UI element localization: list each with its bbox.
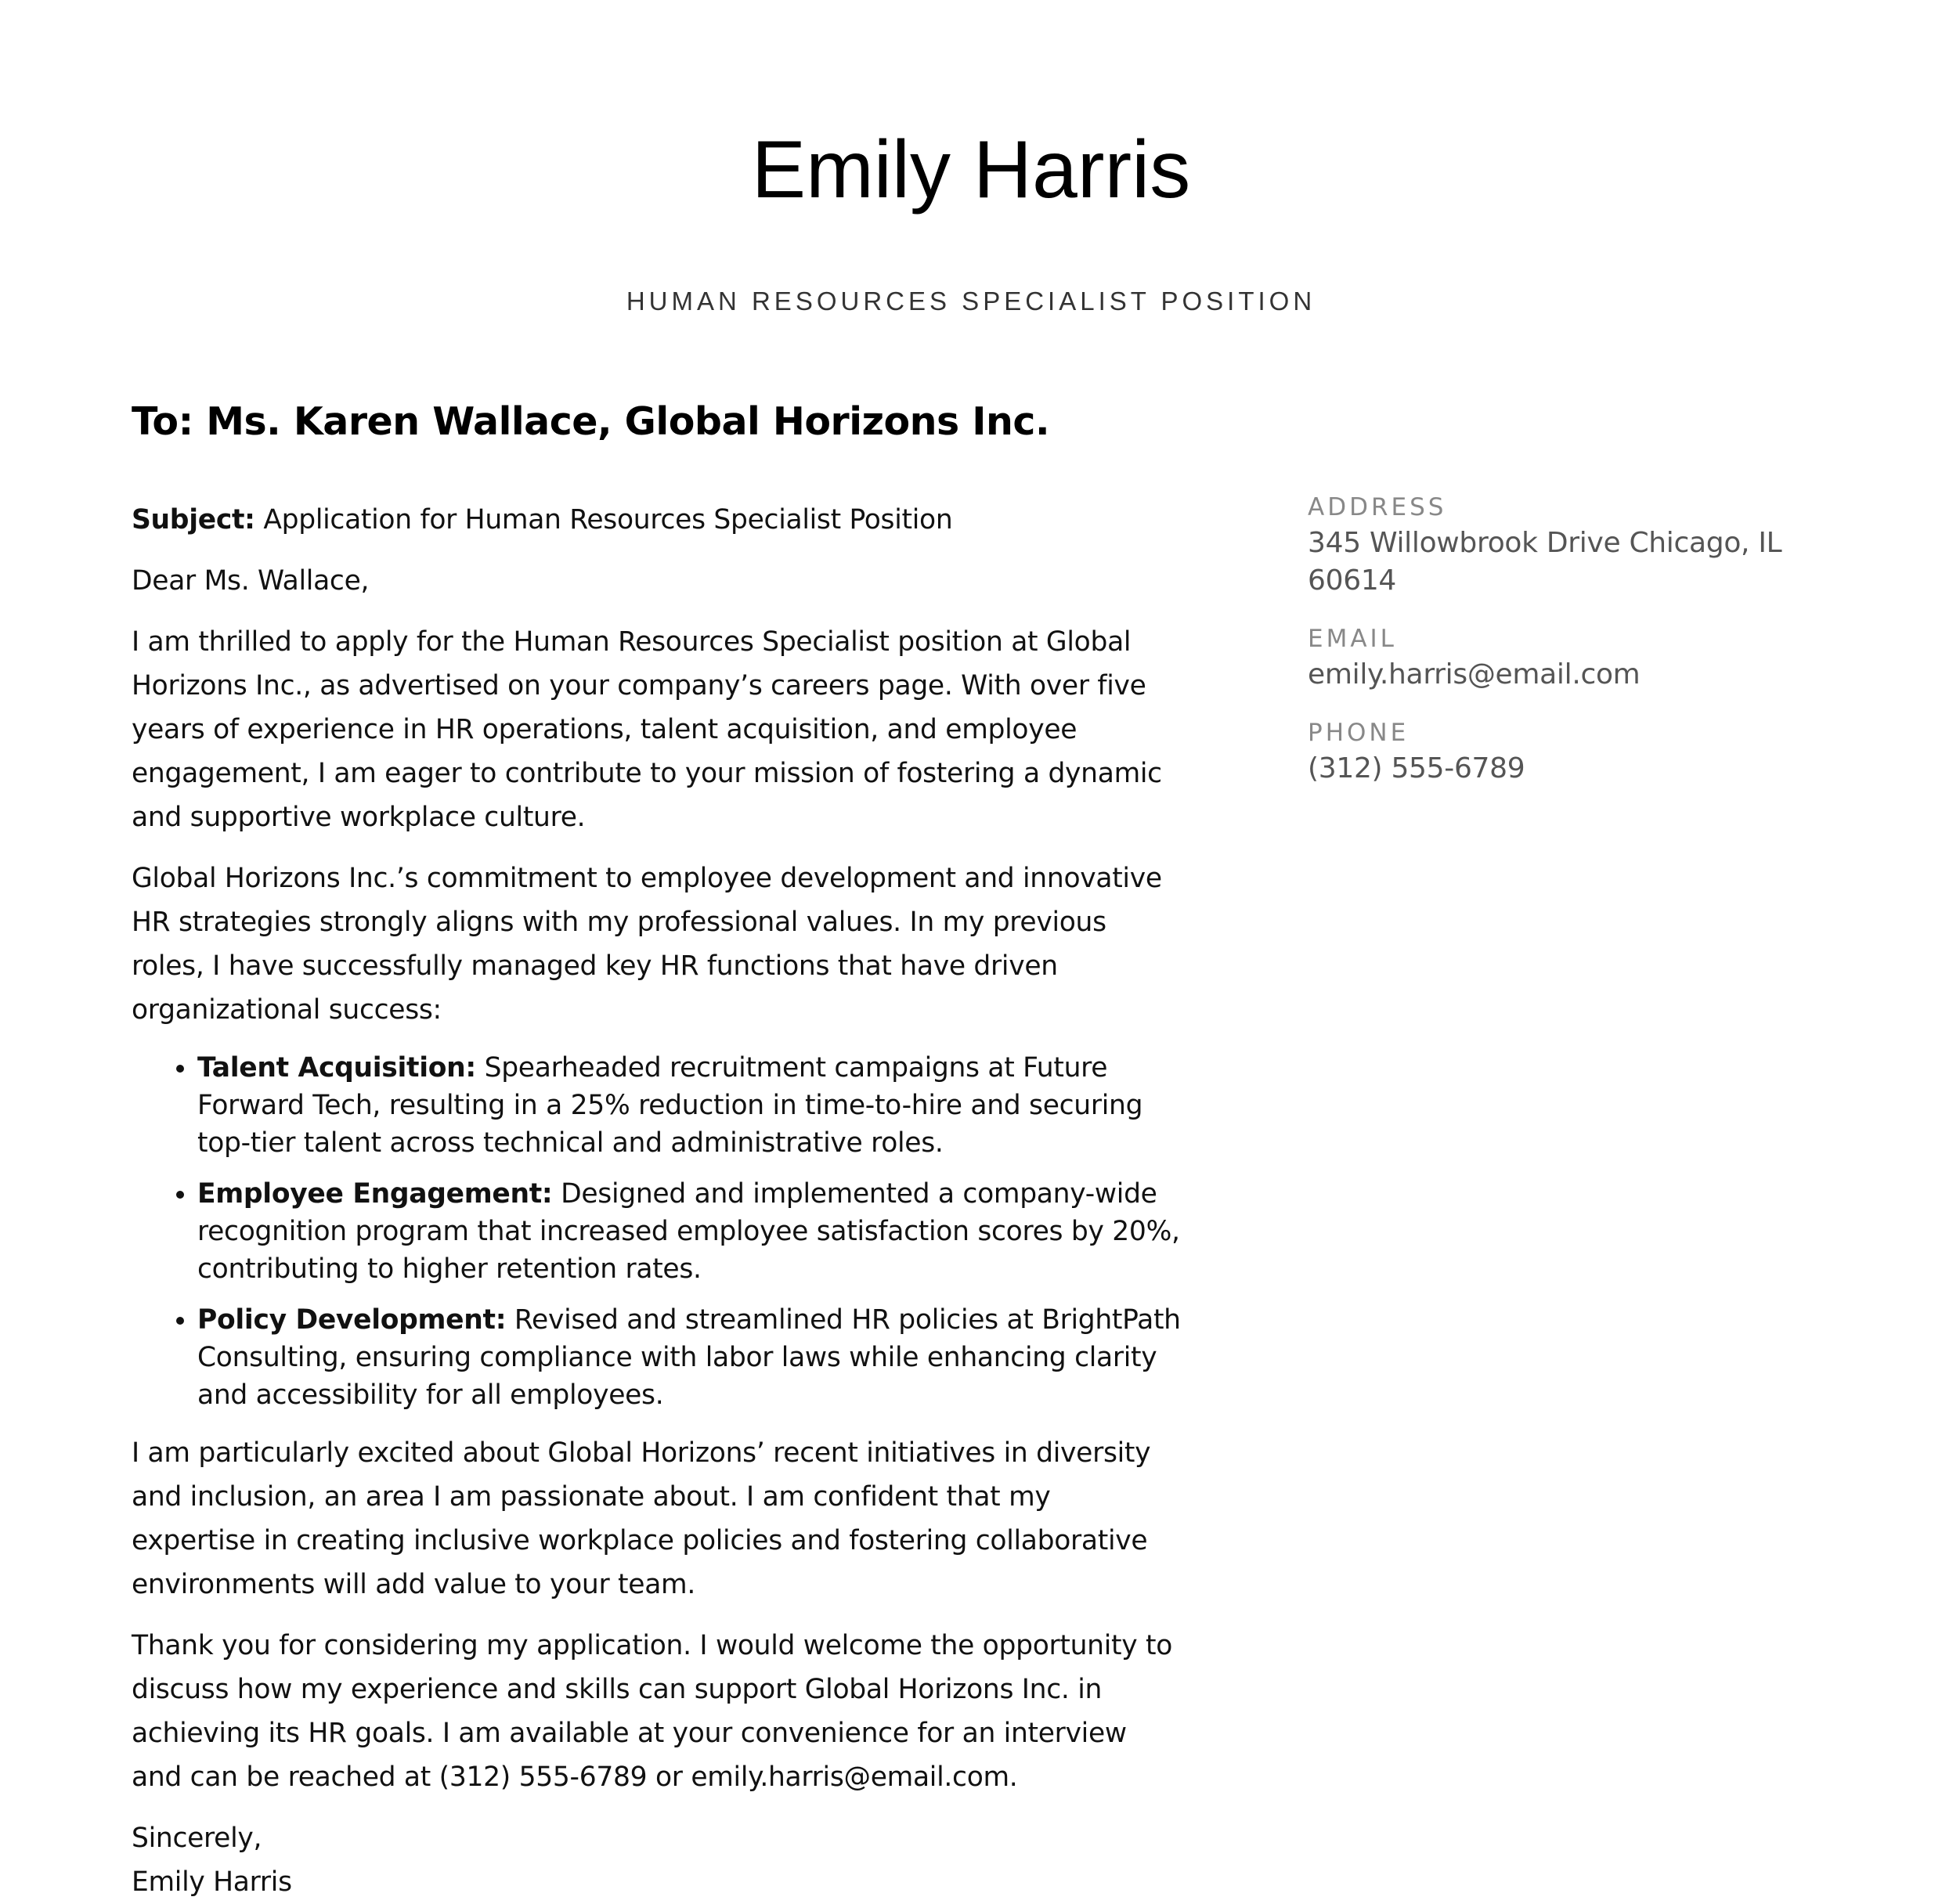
achievement-text: Designed and implemented a company-wide recognition program that increased employee satisfaction scores by 20%, contributing to higher retention rates. xyxy=(197,1178,1180,1285)
closing: Sincerely, xyxy=(132,1823,262,1854)
list-item xyxy=(197,1049,1181,1162)
signature: Emily Harris xyxy=(132,1866,292,1898)
achievement-label: Policy Development: xyxy=(197,1304,507,1336)
achievements-list xyxy=(132,1049,1181,1414)
list-item xyxy=(197,1301,1181,1414)
position-title: HUMAN RESOURCES SPECIALIST POSITION xyxy=(626,287,1316,316)
achievement-label: Talent Acquisition: xyxy=(197,1052,476,1084)
paragraph-closing: Thank you for considering my application. I would welcome the opportunity to discuss how my experience and skills can support Global Horizons Inc. in achieving its HR goals. I am available at your convenience for an interview and can be reached at (312) 555-6789 or emily.harris@email.com. xyxy=(132,1630,1173,1793)
recipient-line: To: Ms. Karen Wallace, Global Horizons Inc. xyxy=(132,399,1050,444)
greeting: Dear Ms. Wallace, xyxy=(132,565,370,597)
paragraph-alignment: Global Horizons Inc.’s commitment to employee development and innovative HR strategies strongly aligns with my professional values. In my previous roles, I have successfully managed key HR functions that have driven organizational success: xyxy=(132,863,1162,1026)
applicant-name: Emily Harris xyxy=(751,124,1191,215)
paragraph-diversity: I am particularly excited about Global Horizons’ recent initiatives in diversity and inclusion, an area I am passionate about. I am confident that my expertise in creating inclusive workplace policies and fostering collaborative environments will add value to your team. xyxy=(132,1437,1151,1600)
letter-body xyxy=(132,498,1181,1904)
email-value: emily.harris@email.com xyxy=(1308,658,1641,691)
achievement-text: Spearheaded recruitment campaigns at Future Forward Tech, resulting in a 25% reduction in time-to-hire and securing top-tier talent across technical and administrative roles. xyxy=(197,1052,1143,1159)
contact-sidebar xyxy=(1308,490,1809,810)
email-label: EMAIL xyxy=(1308,625,1397,653)
subject-text: Application for Human Resources Specialist Position xyxy=(254,504,953,536)
subject-line xyxy=(132,498,1181,542)
list-item xyxy=(197,1175,1181,1288)
paragraph-intro: I am thrilled to apply for the Human Resources Specialist position at Global Horizons Inc., as advertised on your company’s careers page. With over five years of experience in HR operations, talent acquisition, and employee engagement, I am eager to contribute to your mission of fostering a dynamic and supportive workplace culture. xyxy=(132,626,1162,833)
subject-label: Subject: xyxy=(132,504,255,536)
phone-label: PHONE xyxy=(1308,719,1410,747)
phone-value: (312) 555-6789 xyxy=(1308,752,1525,784)
address-value: 345 Willowbrook Drive Chicago, IL 60614 xyxy=(1308,527,1782,597)
achievement-text: Revised and streamlined HR policies at BrightPath Consulting, ensuring compliance with labor laws while enhancing clarity and accessibility for all employees. xyxy=(197,1304,1181,1411)
achievement-label: Employee Engagement: xyxy=(197,1178,553,1210)
address-label: ADDRESS xyxy=(1308,493,1447,521)
